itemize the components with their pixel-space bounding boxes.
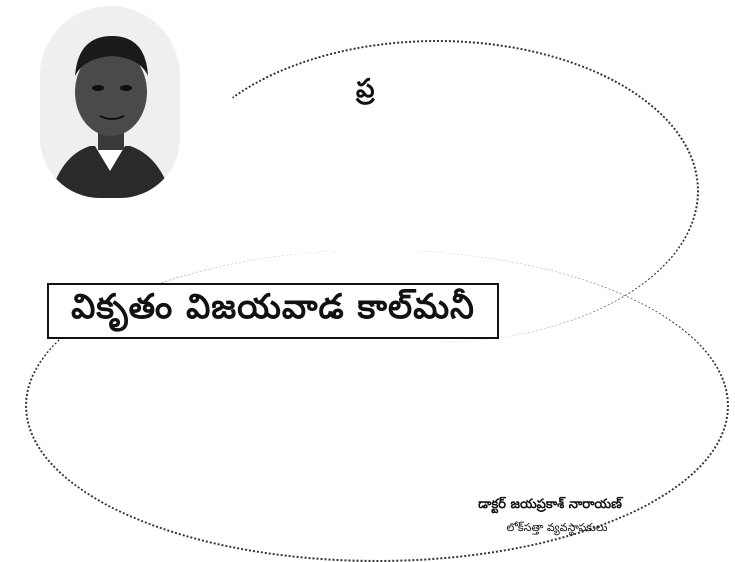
author-name: డాక్టర్ జయప్రకాశ్ నారాయణ్	[478, 497, 622, 512]
article-column-left-bottom	[42, 340, 360, 548]
headline: వికృతం విజయవాడ కాల్‌మనీ	[71, 287, 475, 327]
article-column-right-top	[374, 68, 700, 276]
article-column-right-bottom	[374, 354, 700, 476]
headline-box	[47, 283, 499, 339]
article-column-intro	[182, 88, 354, 112]
article-column-left-top	[42, 115, 360, 279]
author-role: లోక్‌సత్తా వ్యవస్థాపకులు	[506, 521, 608, 534]
drop-cap: ప్ర	[356, 74, 375, 104]
article-column-right-mid	[508, 279, 700, 351]
byline	[400, 497, 700, 537]
